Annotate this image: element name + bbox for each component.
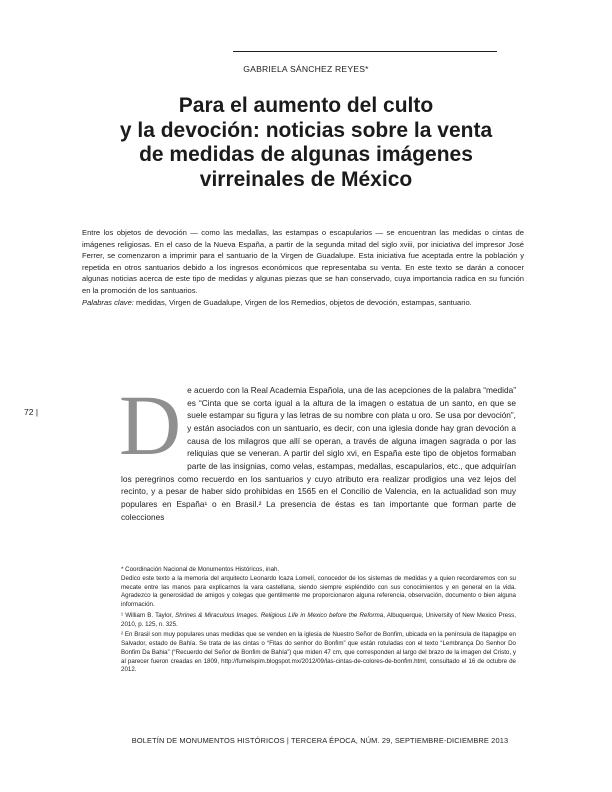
drop-cap: D: [119, 377, 182, 473]
title-line-1: Para el aumento del culto: [178, 94, 434, 117]
journal-footer: BOLETÍN DE MONUMENTOS HISTÓRICOS | TERCERA ÉPOCA, NÚM. 29, SEPTIEMBRE-DICIEMBRE 2013: [131, 736, 509, 745]
article-title: [60, 94, 552, 192]
page-number: 72 |: [24, 407, 39, 417]
title-line-4: virreinales de México: [199, 167, 413, 191]
footnote-dedication: Dedico este texto a la memoria del arquitecto Leonardo Icaza Lomelí, conocedor de los sistemas de medidas y a quien recordaremos con su mecate entre las manos para explicarnos la vara castellana, siendo siempre espléndido con sus conocimientos y en general en la vida. Agradezco la generosidad de amigos y colegas que gentilmente me proporcionaron alguna referencia, observación, documento o bien alguna información.: [121, 574, 516, 608]
keywords-list: medidas, Virgen de Guadalupe, Virgen de los Remedios, objetos de devoción, estampas, santuario.: [133, 297, 472, 307]
footnote-1-title: Shrines & Miraculous Images. Religious Life in Mexico before the Reforma: [175, 611, 384, 619]
keywords-label: Palabras clave:: [82, 297, 134, 307]
footnotes: [121, 566, 516, 675]
body-paragraph: e acuerdo con la Real Academia Española, una de las acepciones de la palabra “medida” es “Cinta que se corta igual a la altura de la imagen o estatua de un santo, en que se suele estampar su figura y las letras de su nombre con plata u oro. Se usa por devoción”, y están asociados con un santuario, es decir, con una iglesia donde hay gran devoción a causa de los milagros que allí se operan, a través de alguna imagen sagrada o por las reliquias que se veneran. A partir del siglo xvi, en España este tipo de objetos formaban parte de las insignias, como velas, estampas, medallas, escapularios, etc., que adquirían los peregrinos como recuerdo en los santuarios y cuyo atributo era realizar prodigios una vez lejos del recinto, y a pesar de haber sido prohibidas en 1565 en el Concilio de Valencia, en la actualidad son muy populares en España¹ o en Brasil.² La presencia de éstas es tan importante que forman parte de colecciones: [121, 385, 516, 522]
footnote-1-publication: , Albuquerque, University of New Mexico Press, 2010, p. 125, n. 325.: [121, 611, 516, 628]
title-line-2: y la devoción: noticias sobre la venta: [119, 118, 493, 142]
footnote-1: [121, 612, 516, 630]
footnote-2: ² En Brasil son muy populares unas medidas que se venden en la iglesia de Nuestro Señor de Bonfim, ubicada en la península de Itapagipe en Salvador, estado de Bahía. Se trata de las cintas o “Fitas do senhor do Bonfim” que están rotuladas con el texto “Lembrança Do Senhor Do Bonfim Da Bahia” (“Recuerdo del Señor de Bonfim de Bahía”) que miden 47 cm, que corresponden al largo del brazo de la imagen del Cristo, y al parecer fueron creadas en 1809, http://fumelspim.blogspot.mx/2012/09/las-cintas-de-colores-de-bonfim.html, consultado el 16 de octubre de 2012.: [121, 631, 516, 674]
footnote-1-author: ¹ William B. Taylor,: [121, 611, 176, 619]
footnote-affiliation: * Coordinación Nacional de Monumentos Históricos, inah.: [121, 566, 280, 573]
abstract-text: Entre los objetos de devoción — como las medallas, las estampas o escapularios — se encuentran las medidas o cintas de imágenes religiosas. En el caso de la Nueva España, a partir de la segunda mitad del siglo xviii, por iniciativa del impresor José Ferrer, se comenzaron a imprimir para el santuario de la Virgen de Guadalupe. Esta iniciativa fue aceptada entre la población y repetida en otros santuarios debido a los ingresos económicos que representaba su venta. En este texto se darán a conocer algunas noticias acerca de este tipo de medidas y algunas piezas que se han conservado, cuya importancia radica en su función en la promoción de los santuarios.: [82, 228, 524, 295]
keywords: [82, 297, 524, 309]
body-text: [119, 377, 516, 523]
author-name: GABRIELA SÁNCHEZ REYES*: [243, 64, 369, 74]
title-line-3: de medidas de algunas imágenes: [139, 143, 473, 166]
abstract: [82, 227, 524, 308]
header-rule: [233, 51, 497, 52]
